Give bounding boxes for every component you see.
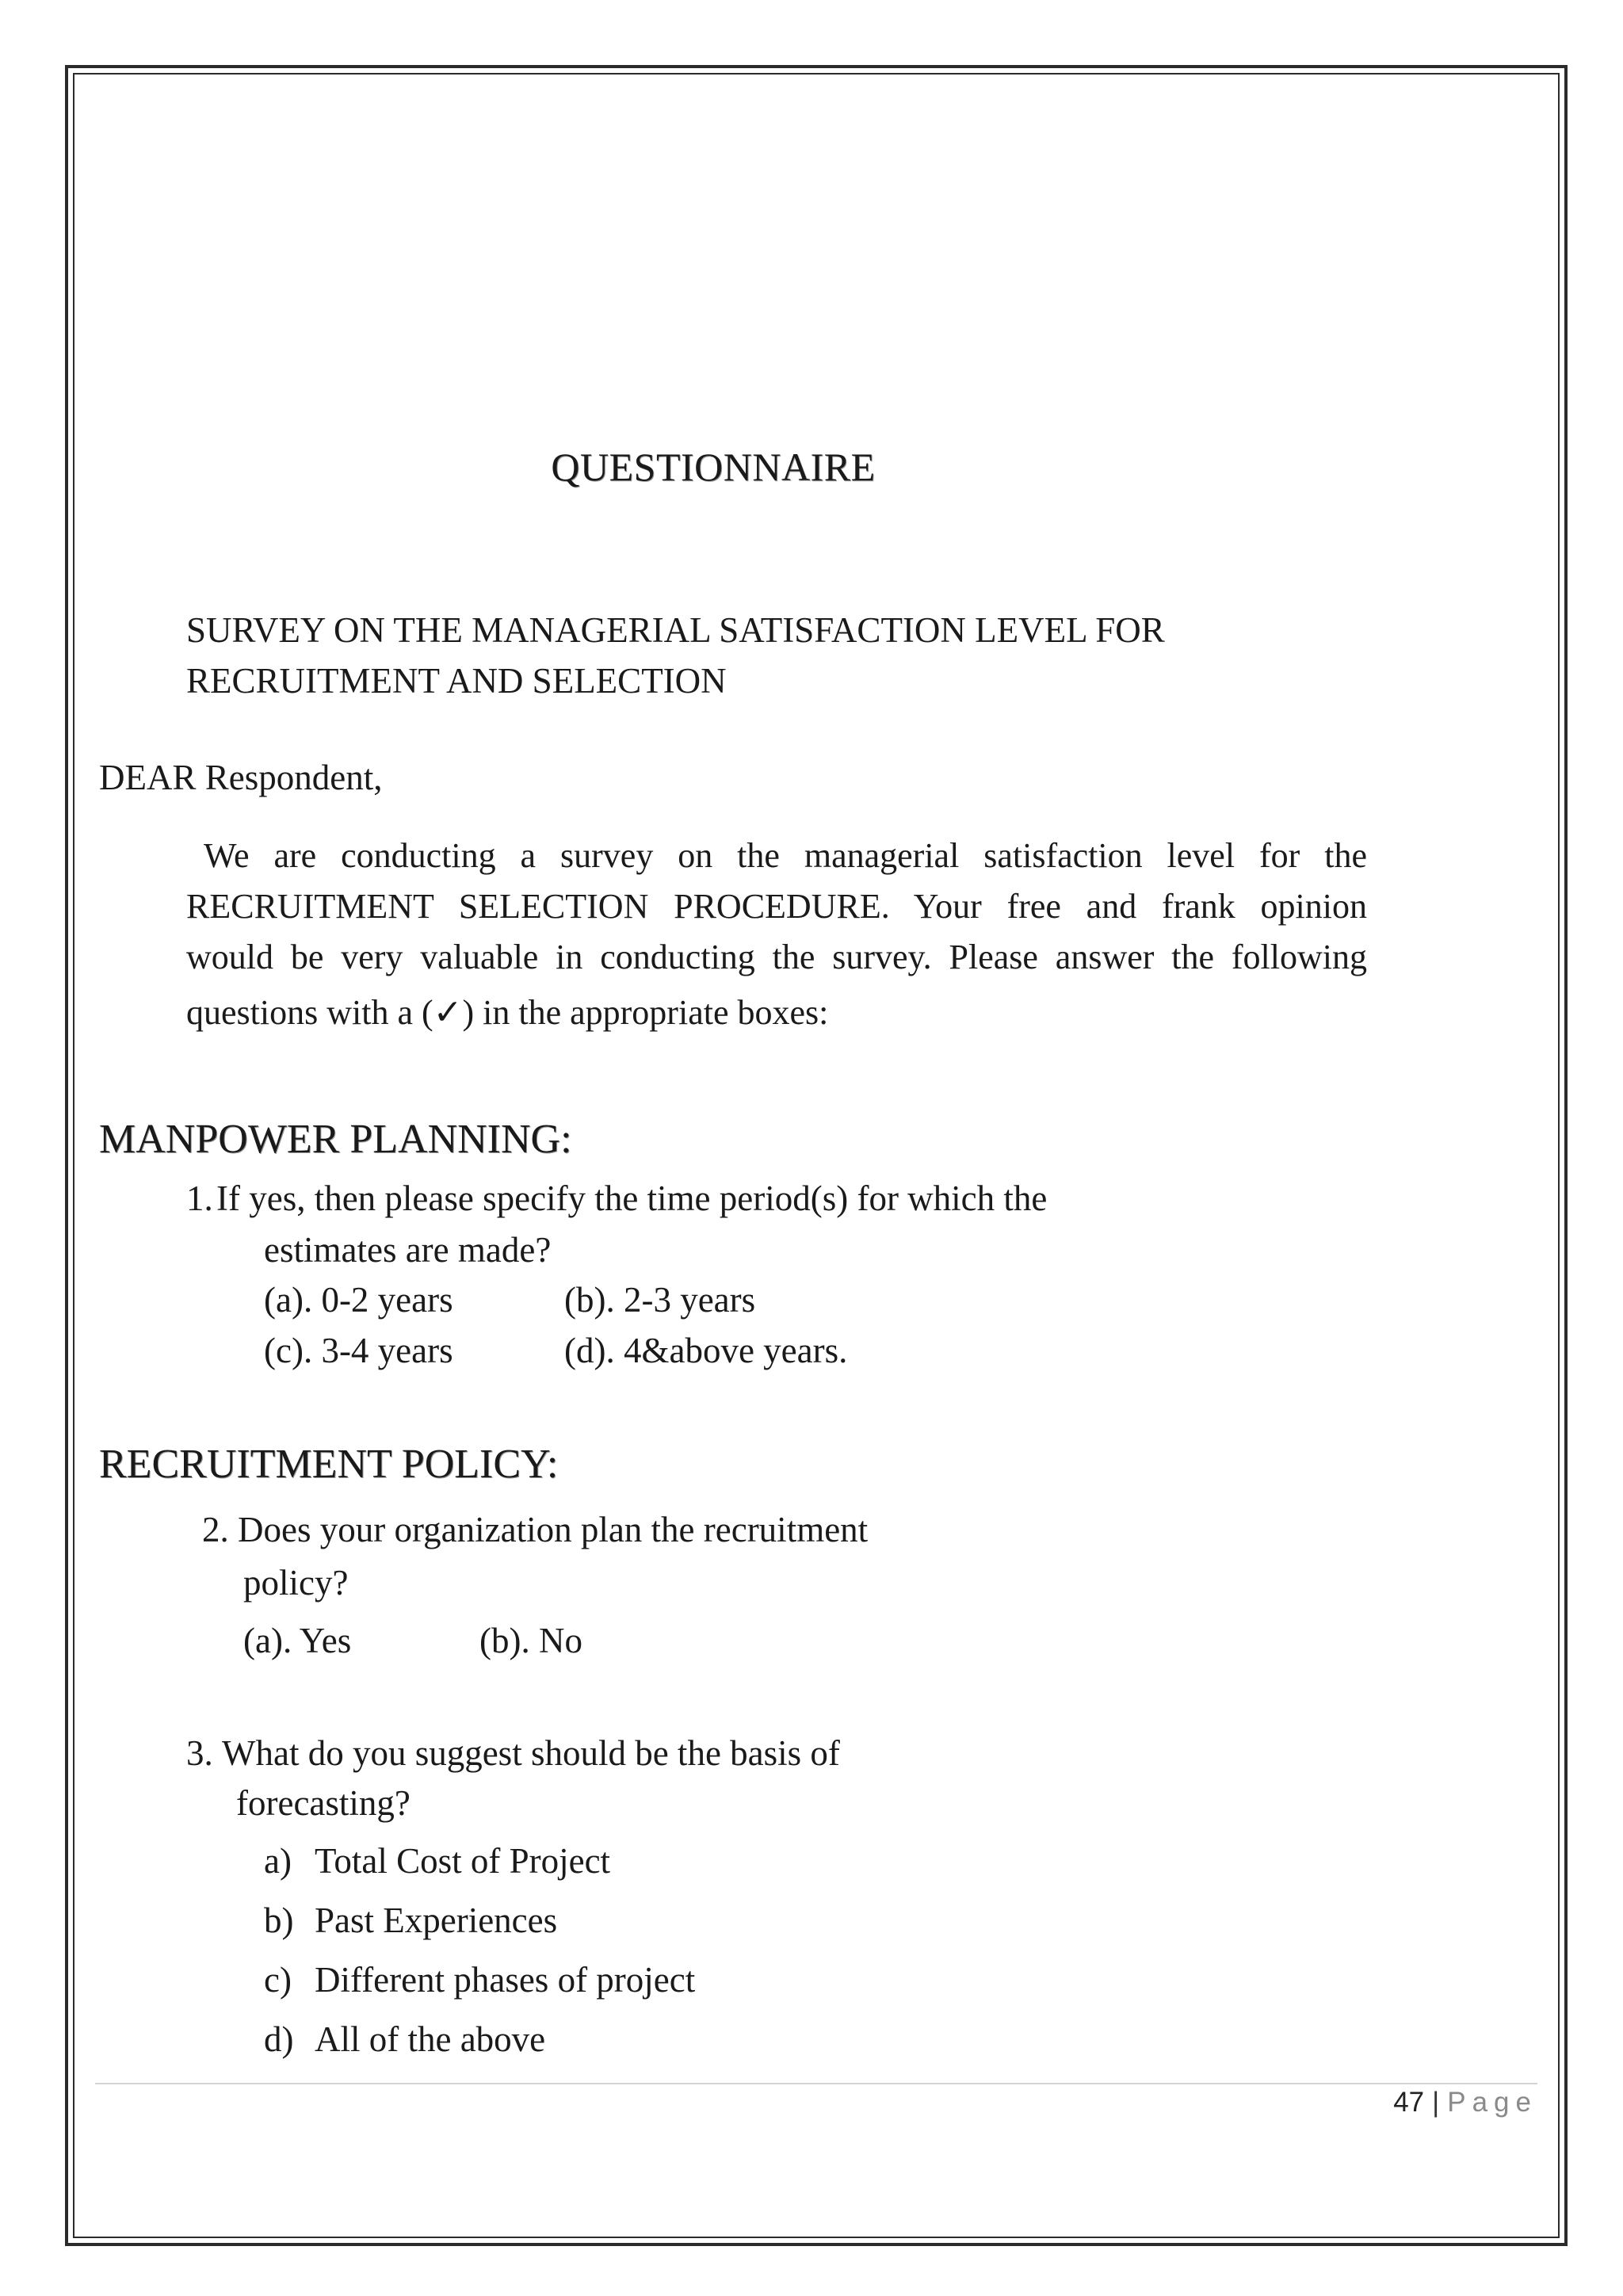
answer-option[interactable]: Past Experiences [315,1901,558,1940]
survey-title-line-2: RECRUITMENT AND SELECTION [186,661,727,701]
footer-separator: | [1432,2087,1440,2118]
question-2-text: Does your organization plan the recruitment [238,1510,869,1549]
answer-option[interactable]: (b). 2-3 years [564,1280,756,1320]
intro-line: would be very valuable in conducting the survey. Please answer the following [186,938,1367,976]
question-3-text: What do you suggest should be the basis of [222,1733,840,1773]
question-number: 3. [186,1733,213,1773]
option-letter: b) [264,1901,294,1940]
question-3-text-cont: forecasting? [236,1783,411,1823]
intro-paragraph [186,831,1367,1038]
page-label: Page [1447,2087,1537,2118]
page-footer [1393,2087,1537,2118]
section-heading-recruitment: RECRUITMENT POLICY: [99,1442,559,1487]
option-letter: d) [264,2019,294,2059]
answer-option[interactable]: (a). 0-2 years [264,1280,453,1320]
intro-line: We are conducting a survey on the managerial satisfaction level for the [204,836,1367,875]
answer-option[interactable]: (b). No [479,1621,582,1660]
survey-title-line-1: SURVEY ON THE MANAGERIAL SATISFACTION LEVEL FOR [186,610,1165,650]
answer-option[interactable]: All of the above [315,2019,546,2059]
question-number: 2. [202,1510,229,1549]
answer-option[interactable]: Different phases of project [315,1960,696,2000]
intro-line: RECRUITMENT SELECTION PROCEDURE. Your free and frank opinion [186,887,1367,926]
question-2-text-cont: policy? [243,1563,349,1603]
footer-divider [95,2083,1537,2084]
answer-option[interactable]: Total Cost of Project [315,1841,611,1881]
answer-option[interactable]: (a). Yes [243,1621,352,1660]
question-1-text-cont: estimates are made? [264,1230,552,1270]
page-title: QUESTIONNAIRE [551,445,876,489]
option-letter: c) [264,1960,292,2000]
option-letter: a) [264,1841,292,1881]
question-1-text: If yes, then please specify the time period(s) for which the [216,1179,1048,1218]
salutation: DEAR Respondent, [99,758,383,797]
intro-line: questions with a (✓) in the appropriate boxes: [186,993,829,1032]
question-number: 1. [186,1179,213,1218]
answer-option[interactable]: (c). 3-4 years [264,1331,453,1370]
page-number: 47 [1393,2087,1425,2118]
section-heading-manpower: MANPOWER PLANNING: [99,1117,572,1162]
answer-option[interactable]: (d). 4&above years. [564,1331,848,1370]
